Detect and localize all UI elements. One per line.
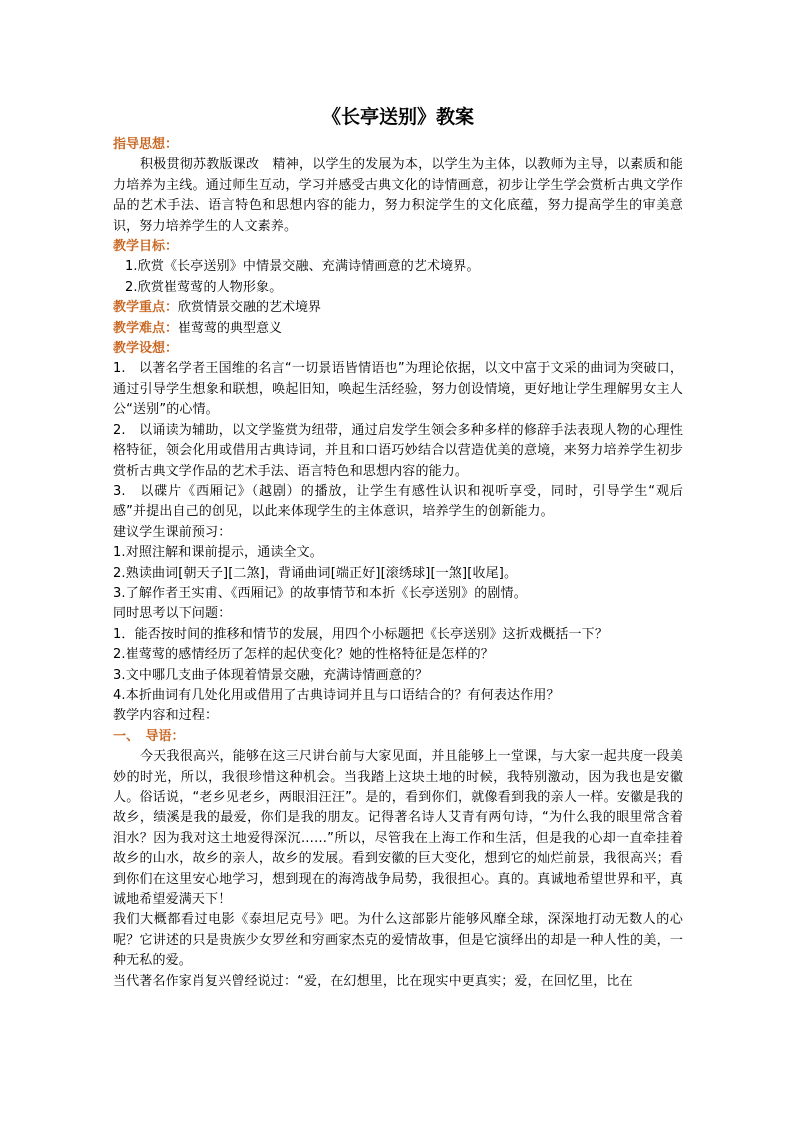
think-item: 1．能否按时间的推移和情节的发展，用四个小标题把《长亭送别》这折戏概括一下？ xyxy=(113,626,608,642)
think-item: 3.文中哪几支曲子体现着情景交融，充满诗情画意的？ xyxy=(113,667,429,683)
guide-heading: 指导思想： xyxy=(113,137,179,152)
intro-paragraph-1: 今天我很高兴，能够在这三尺讲台前与大家见面，并且能够上一堂课，与大家一起共度一段美妙的时光，所以，我很珍惜这种机会。当我踏上这块土地的时候，我特别激动，因为我也是安徽人。俗话说，“老乡见老乡，两眼泪汪汪”。是的，看到你们，就像看到我的亲人一样。安徽是我的故乡，绩溪是我的最爱，你们是我的朋友。记得著名诗人艾青有两句诗，“为什么我的眼里常含着泪水？因为我对这土地爱得深沉……”所以，尽管我在上海工作和生活，但是我的心却一直牵挂着故乡的山水，故乡的亲人，故乡的发展。看到安徽的巨大变化，想到它的灿烂前景，我很高兴；看到你们在这里安心地学习，想到现在的海湾战争局势，我很担心。真的。真诚地希望世界和平，真诚地希望爱满天下！ xyxy=(113,749,683,908)
process-heading: 教学内容和过程： xyxy=(113,708,219,724)
page-title: 《长亭送别》教案 xyxy=(321,106,474,128)
goal-item: 2.欣赏崔莺莺的人物形象。 xyxy=(125,279,283,295)
difficulty-point xyxy=(113,319,683,339)
think-item: 2.崔莺莺的感情经历了怎样的起伏变化？她的性格特征是怎样的？ xyxy=(113,647,494,663)
prep-item: 3.了解作者王实甫、《西厢记》的故事情节和本折《长亭送别》的剧情。 xyxy=(113,585,527,601)
intro-heading: 一、 导语： xyxy=(113,728,185,744)
think-heading: 同时思考以下问题： xyxy=(113,606,232,622)
intro-paragraph-3: 当代著名作家肖复兴曾经说过：“爱，在幻想里，比在现实中更真实；爱，在回忆里，比在 xyxy=(113,973,633,989)
goal-item: 1.欣赏《长亭送别》中情景交融、充满诗情画意的艺术境界。 xyxy=(125,259,480,275)
design-item: 1. 以著名学者王国维的名言“一切景语皆情语也”为理论依据，以文中富于文采的曲词为突破口，通过引导学生想象和联想，唤起旧知，唤起生活经验，努力创设情境，更好地让学生理解男女主人公“送别”的心情。 xyxy=(113,361,683,418)
design-item: 2. 以诵读为辅助，以文学鉴赏为纽带，通过启发学生领会多种多样的修辞手法表现人物的心理性格特征，领会化用或借用古典诗词，并且和口语巧妙结合以营造优美的意境，来努力培养学生初步赏析古典文学作品的艺术手法、语言特色和思想内容的能力。 xyxy=(113,422,683,479)
difficulty-value: 崔莺莺的典型意义 xyxy=(178,320,283,336)
key-label: 教学重点： xyxy=(113,300,179,316)
document-page xyxy=(113,103,683,992)
key-value: 欣赏情景交融的艺术境界 xyxy=(178,300,322,316)
difficulty-label: 教学难点： xyxy=(113,320,179,336)
prep-item: 2.熟读曲词[朝天子][二煞]，背诵曲词[端正好][滚绣球][一煞][收尾]。 xyxy=(113,565,518,581)
intro-paragraph-2: 我们大概都看过电影《泰坦尼克号》吧。为什么这部影片能够风靡全球，深深地打动无数人的心呢？它讲述的只是贵族少女罗丝和穷画家杰克的爱情故事，但是它演绎出的却是一种人性的美，一种无私的爱。 xyxy=(113,912,683,969)
design-item: 3. 以碟片《西厢记》（越剧）的播放，让学生有感性认识和视听享受，同时，引导学生“观后感”并提出自己的创见，以此来体现学生的主体意识，培养学生的创新能力。 xyxy=(113,483,683,520)
goals-heading: 教学目标： xyxy=(113,239,179,255)
design-heading: 教学设想： xyxy=(113,341,179,357)
guide-paragraph: 积极贯彻苏教版课改 精神，以学生的发展为本，以学生为主体，以教师为主导，以素质和能力培养为主线。通过师生互动，学习并感受古典文化的诗情画意，初步让学生学会赏析古典文学作品的艺术手法、语言特色和思想内容的能力，努力积淀学生的文化底蕴，努力提高学生的审美意识，努力培养学生的人文素养。 xyxy=(113,157,683,234)
prep-item: 1.对照注解和课前提示，通读全文。 xyxy=(113,545,323,561)
prep-heading: 建议学生课前预习： xyxy=(113,524,232,540)
think-item: 4.本折曲词有几处化用或借用了古典诗词并且与口语结合的？有何表达作用？ xyxy=(113,687,560,703)
key-point xyxy=(113,298,683,318)
